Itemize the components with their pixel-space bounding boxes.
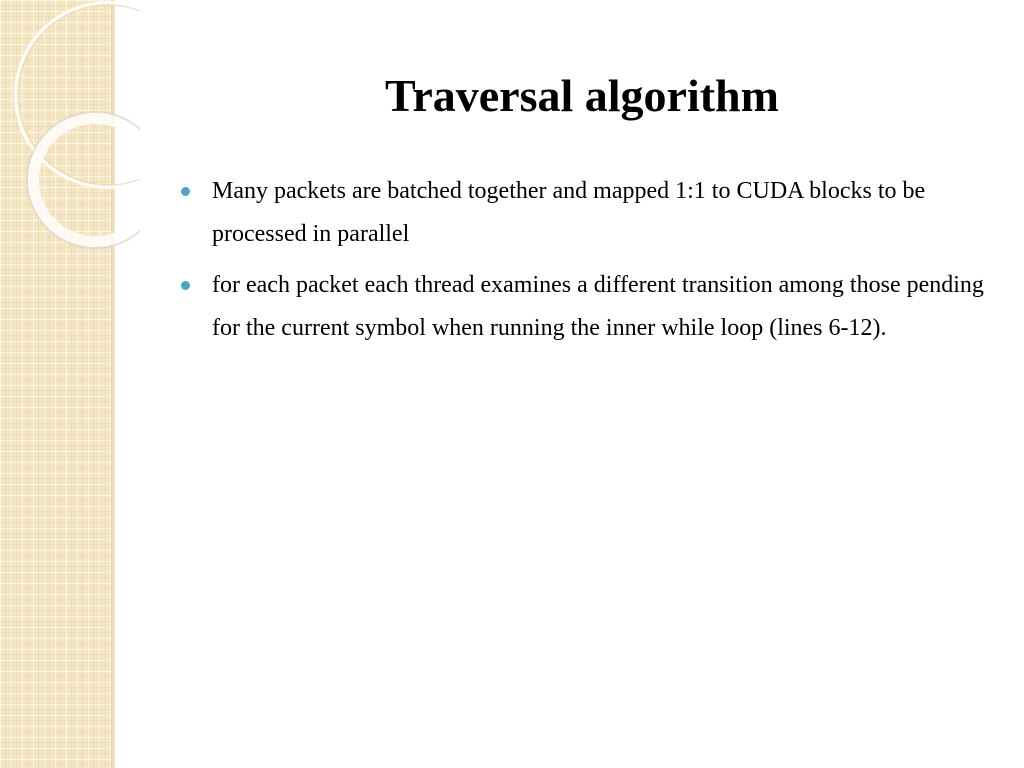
bullet-text: Many packets are batched together and mapped 1:1 to CUDA blocks to be processed in parallel <box>212 178 926 247</box>
bullet-dot-icon <box>181 281 190 290</box>
slide-title: Traversal algorithm <box>385 70 779 121</box>
bullet-text: for each packet each thread examines a different transition among those pending for the current symbol when running the inner while loop (lines 6-12). <box>212 272 984 341</box>
bullet-dot-icon <box>181 187 190 196</box>
bullet-item <box>180 170 990 256</box>
decorative-rings-icon <box>0 0 140 260</box>
bullet-list <box>180 170 990 358</box>
bullet-item <box>180 264 990 350</box>
